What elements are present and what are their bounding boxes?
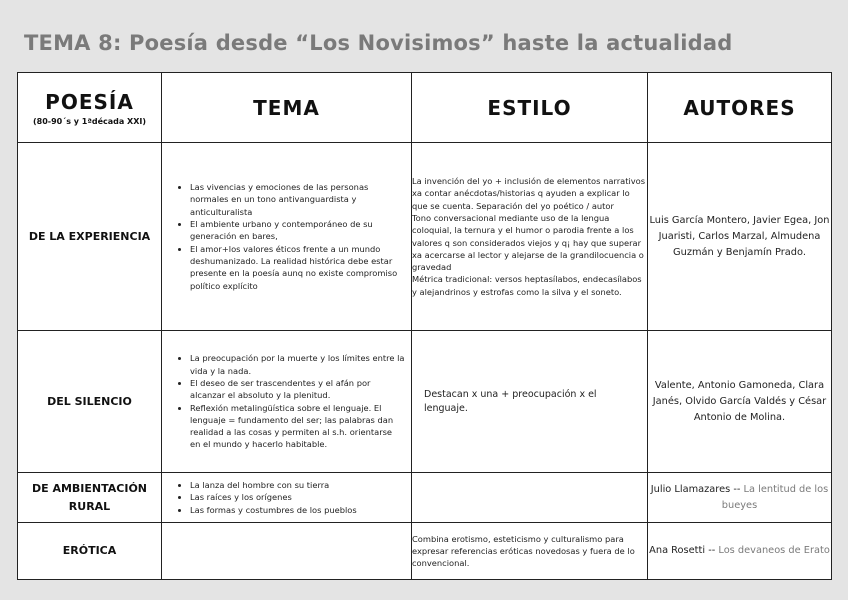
estilo-cell: [412, 523, 648, 580]
row-label-experiencia: DE LA EXPERIENCIA: [18, 143, 162, 331]
table-row: [18, 473, 832, 523]
list-item: • La lanza del hombre con su tierra: [190, 479, 405, 491]
autores-cell: [648, 473, 832, 523]
autores-cell: [648, 523, 832, 580]
work-title: La lentitud de los bueyes: [721, 483, 829, 511]
table-row: [18, 143, 832, 331]
header-poesia-subtitle: (80-90´s y 1ªdécada XXI): [32, 116, 147, 126]
estilo-text: Tono conversacional mediante uso de la lengua coloquial, la ternura y el humor o parodia frente a los valores q son considerados viejos y q¡ hay que superar xa acercarse al lector y alejarse de la grandilocuencia o gravedad: [412, 212, 644, 273]
tema-list: [162, 352, 411, 450]
poetry-table: [17, 72, 832, 580]
list-item: • El deseo de ser trascendentes y el afán por alcanzar el absoluto y la plenitud.: [190, 377, 405, 402]
tema-cell-empty: [162, 523, 412, 580]
list-item: • La preocupación por la muerte y los límites entre la vida y la nada.: [190, 352, 405, 377]
estilo-cell-empty: [412, 473, 648, 523]
header-tema-label: TEMA: [253, 95, 320, 120]
list-item: • El amor+los valores éticos frente a un mundo deshumanizado. La realidad histórica debe estar presente en la poesía aunq no existe compromiso político explícito: [190, 243, 405, 292]
header-estilo-label: ESTILO: [487, 95, 572, 120]
estilo-text: Destacan x una + preocupación x el lenguaje.: [424, 388, 597, 414]
table-row: [18, 331, 832, 473]
list-item: • Las vivencias y emociones de las personas normales en un tono antivanguardista y anticulturalista: [190, 181, 405, 218]
header-autores-label: AUTORES: [683, 95, 796, 120]
author-name: Julio Llamazares --: [650, 483, 741, 495]
tema-cell: [162, 473, 412, 523]
table-row: [18, 523, 832, 580]
page-title: TEMA 8: Poesía desde “Los Novisimos” haste la actualidad: [24, 31, 733, 55]
estilo-text: Combina erotismo, esteticismo y culturalismo para expresar referencias eróticas novedosas y fuera de lo convencional.: [412, 533, 635, 569]
header-poesia: [18, 73, 162, 143]
tema-list: [162, 181, 411, 292]
list-item: • El ambiente urbano y contemporáneo de su generación en bares,: [190, 218, 405, 243]
row-label-silencio: DEL SILENCIO: [18, 331, 162, 473]
author-name: Ana Rosetti --: [649, 545, 716, 556]
tema-cell: [162, 143, 412, 331]
header-row: [18, 73, 832, 143]
autores-cell: Valente, Antonio Gamoneda, Clara Janés, Olvido García Valdés y César Antonio de Molina.: [648, 331, 832, 473]
header-estilo: [412, 73, 648, 143]
list-item: • Reflexión metalingüística sobre el lenguaje. El lenguaje = fundamento del ser; las palabras dan realidad a las cosas y permiten al s.h. orientarse en el mundo y hacerlo habitable.: [190, 402, 405, 451]
header-tema: [162, 73, 412, 143]
row-label-erotica: ERÓTICA: [18, 523, 162, 580]
header-autores: [648, 73, 832, 143]
row-label-rural: DE AMBIENTACIÓN RURAL: [18, 473, 162, 523]
tema-list: [162, 479, 411, 516]
header-poesia-label: POESÍA: [45, 89, 134, 114]
estilo-cell: [412, 331, 648, 473]
estilo-text: Métrica tradicional: versos heptasílabos, endecasílabos y alejandrinos y estrofas como la silva y el soneto.: [412, 274, 642, 297]
autores-cell: Luis García Montero, Javier Egea, Jon Juaristi, Carlos Marzal, Almudena Guzmán y Benjamín Prado.: [648, 143, 832, 331]
tema-cell: [162, 331, 412, 473]
estilo-text: La invención del yo + inclusión de elementos narrativos xa contar anécdotas/historias q ayuden a explicar lo que se cuenta. Separación del yo poético / autor: [412, 176, 646, 211]
estilo-cell: [412, 143, 648, 331]
list-item: • Las formas y costumbres de los pueblos: [190, 504, 405, 516]
list-item: • Las raíces y los orígenes: [190, 491, 405, 503]
work-title: Los devaneos de Erato: [718, 545, 830, 556]
